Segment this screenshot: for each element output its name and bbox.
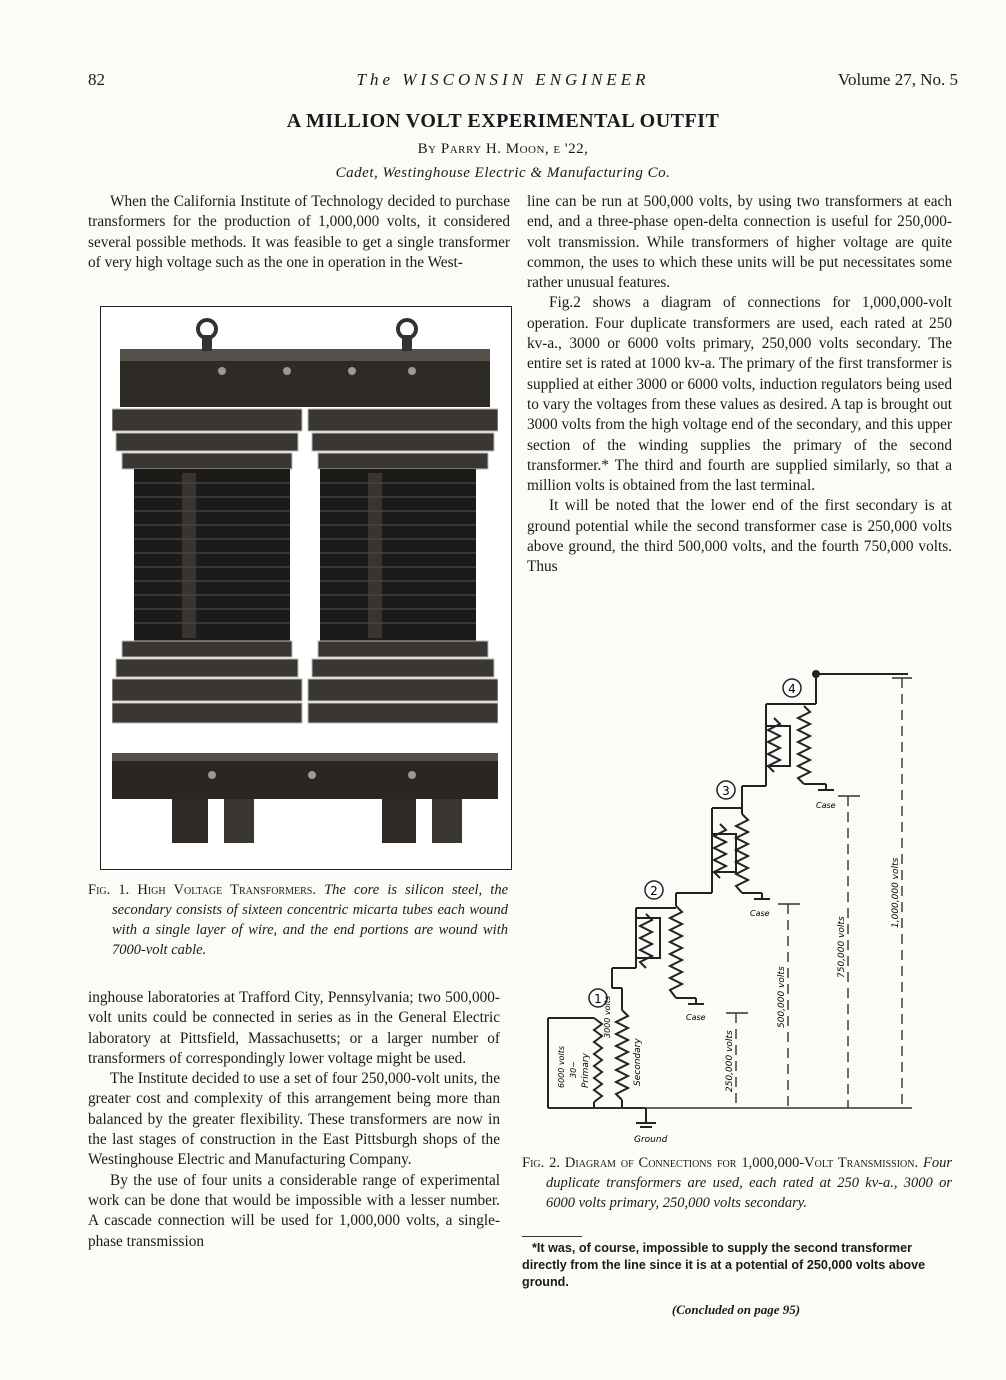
continuation-note: (Concluded on page 95) <box>671 1302 801 1317</box>
paragraph: inghouse laboratories at Trafford City, Pennsylvania; two 500,000-volt units could be connected in series as in the General Electric laboratory at Pittsfield, Massachusetts; or a larger number of transformers of correspondingly lower voltage might be used. <box>88 989 500 1067</box>
footnote-text: *It was, of course, impossible to supply the second transformer directly from the line since it is at a potential of 250,000 volts above ground. <box>522 1241 926 1289</box>
primary-voltage-label: 6000 volts <box>557 1045 566 1088</box>
paragraph: Fig.2 shows a diagram of connections for 1,000,000-volt operation. Four duplicate transformers are used, each rated at 250 kv-a., 3000 or 6000 volts primary, 250,000 volts secondary. The entire set is rated at 1000 kv-a. The primary of the first transformer is supplied at either 3000 or 6000 volts, induction regulators being used to vary the voltages from these values as desired. A tap is brought out 3000 volts from the high voltage end of the secondary, and this upper section of the winding supplies the primary of the second transformer.* The third and fourth are supplied similarly, so that a million volts is obtained from the last terminal. <box>527 294 952 495</box>
article-title: A MILLION VOLT EXPERIMENTAL OUTFIT <box>286 110 720 132</box>
tap-voltage-label: 3000 volts <box>603 995 612 1038</box>
dim-250000-label: 250,000 volts <box>725 1030 735 1092</box>
dim-750000-label: 750,000 volts <box>837 916 847 978</box>
paragraph: line can be run at 500,000 volts, by using two transformers at each end, and a three-phase open-delta connection is useful for 250,000-volt transmission. While transformers of higher voltage are quite common, the uses to which these units will be put necessitates some rather unusual features. <box>527 193 952 292</box>
paragraph: The Institute decided to use a set of four 250,000-volt units, the greater cost and complexity of this arrangement being more than balanced by the greater flexibility. These transformers are now in the last stages of construction in the East Pittsburgh shops of the Westinghouse Electric and Manufacturing Company. <box>88 1070 500 1169</box>
secondary-label: Secondary <box>633 1038 643 1086</box>
frequency-label: 30~ <box>569 1061 578 1078</box>
figure-2-caption <box>522 1153 952 1213</box>
byline: By Parry H. Moon, e '22, <box>417 141 589 157</box>
volume-issue: Volume 27, No. 5 <box>837 70 958 89</box>
dim-1000000-label: 1,000,000 volts <box>891 857 901 928</box>
figure-2-caption-text: Four duplicate transformers are used, each rated at 250 kv-a., 3000 or 6000 volts primary, 250,000 volts secondary. <box>546 1155 952 1211</box>
unit-1-label: 1 <box>594 992 602 1006</box>
page-number: 82 <box>88 70 105 89</box>
left-column-top <box>88 192 510 273</box>
footnote <box>522 1240 950 1291</box>
case-label-2: Case <box>686 1013 706 1022</box>
paragraph: It will be noted that the lower end of the first secondary is at ground potential while the second transformer case is 250,000 volts above ground, the third 500,000 volts, and the fourth 750,000 volts. Thus <box>527 497 952 576</box>
figure-1-label: Fig. 1. High Voltage Transformers. <box>88 882 316 898</box>
left-column-bottom <box>88 988 500 1252</box>
figure-1-caption <box>88 880 508 960</box>
unit-4-label: 4 <box>788 682 796 696</box>
connection-diagram <box>536 668 916 1146</box>
paragraph: When the California Institute of Technology decided to purchase transformers for the production of 1,000,000 volts, it considered several possible methods. It was feasible to get a single transformer of very high voltage such as the one in operation in the West- <box>88 193 510 271</box>
footnote-divider <box>522 1236 582 1237</box>
figure-1-caption-text: The core is silicon steel, the secondary consists of sixteen concentric micarta tubes each wound with a single layer of wire, and the end portions are wound with 7000-volt cable. <box>112 882 509 958</box>
dim-500000-label: 500,000 volts <box>777 966 787 1028</box>
primary-label: Primary <box>581 1053 591 1088</box>
figure-2-label: Fig. 2. Diagram of Connections for 1,000,000-Volt Transmission. <box>522 1155 919 1171</box>
ground-label: Ground <box>634 1135 668 1145</box>
right-column <box>527 192 952 578</box>
author-affiliation: Cadet, Westinghouse Electric & Manufacturing Co. <box>335 165 671 181</box>
paragraph: By the use of four units a considerable range of experimental work can be done that would be impossible with a lesser number. A cascade connection will be used for 1,000,000 volts, a single-phase transmission <box>88 1171 500 1250</box>
case-label-3: Case <box>750 909 770 918</box>
unit-2-label: 2 <box>650 884 658 898</box>
journal-title: The WISCONSIN ENGINEER <box>356 70 650 89</box>
transformer-photo <box>112 313 498 850</box>
case-label-4: Case <box>816 801 836 810</box>
unit-3-label: 3 <box>722 784 730 798</box>
